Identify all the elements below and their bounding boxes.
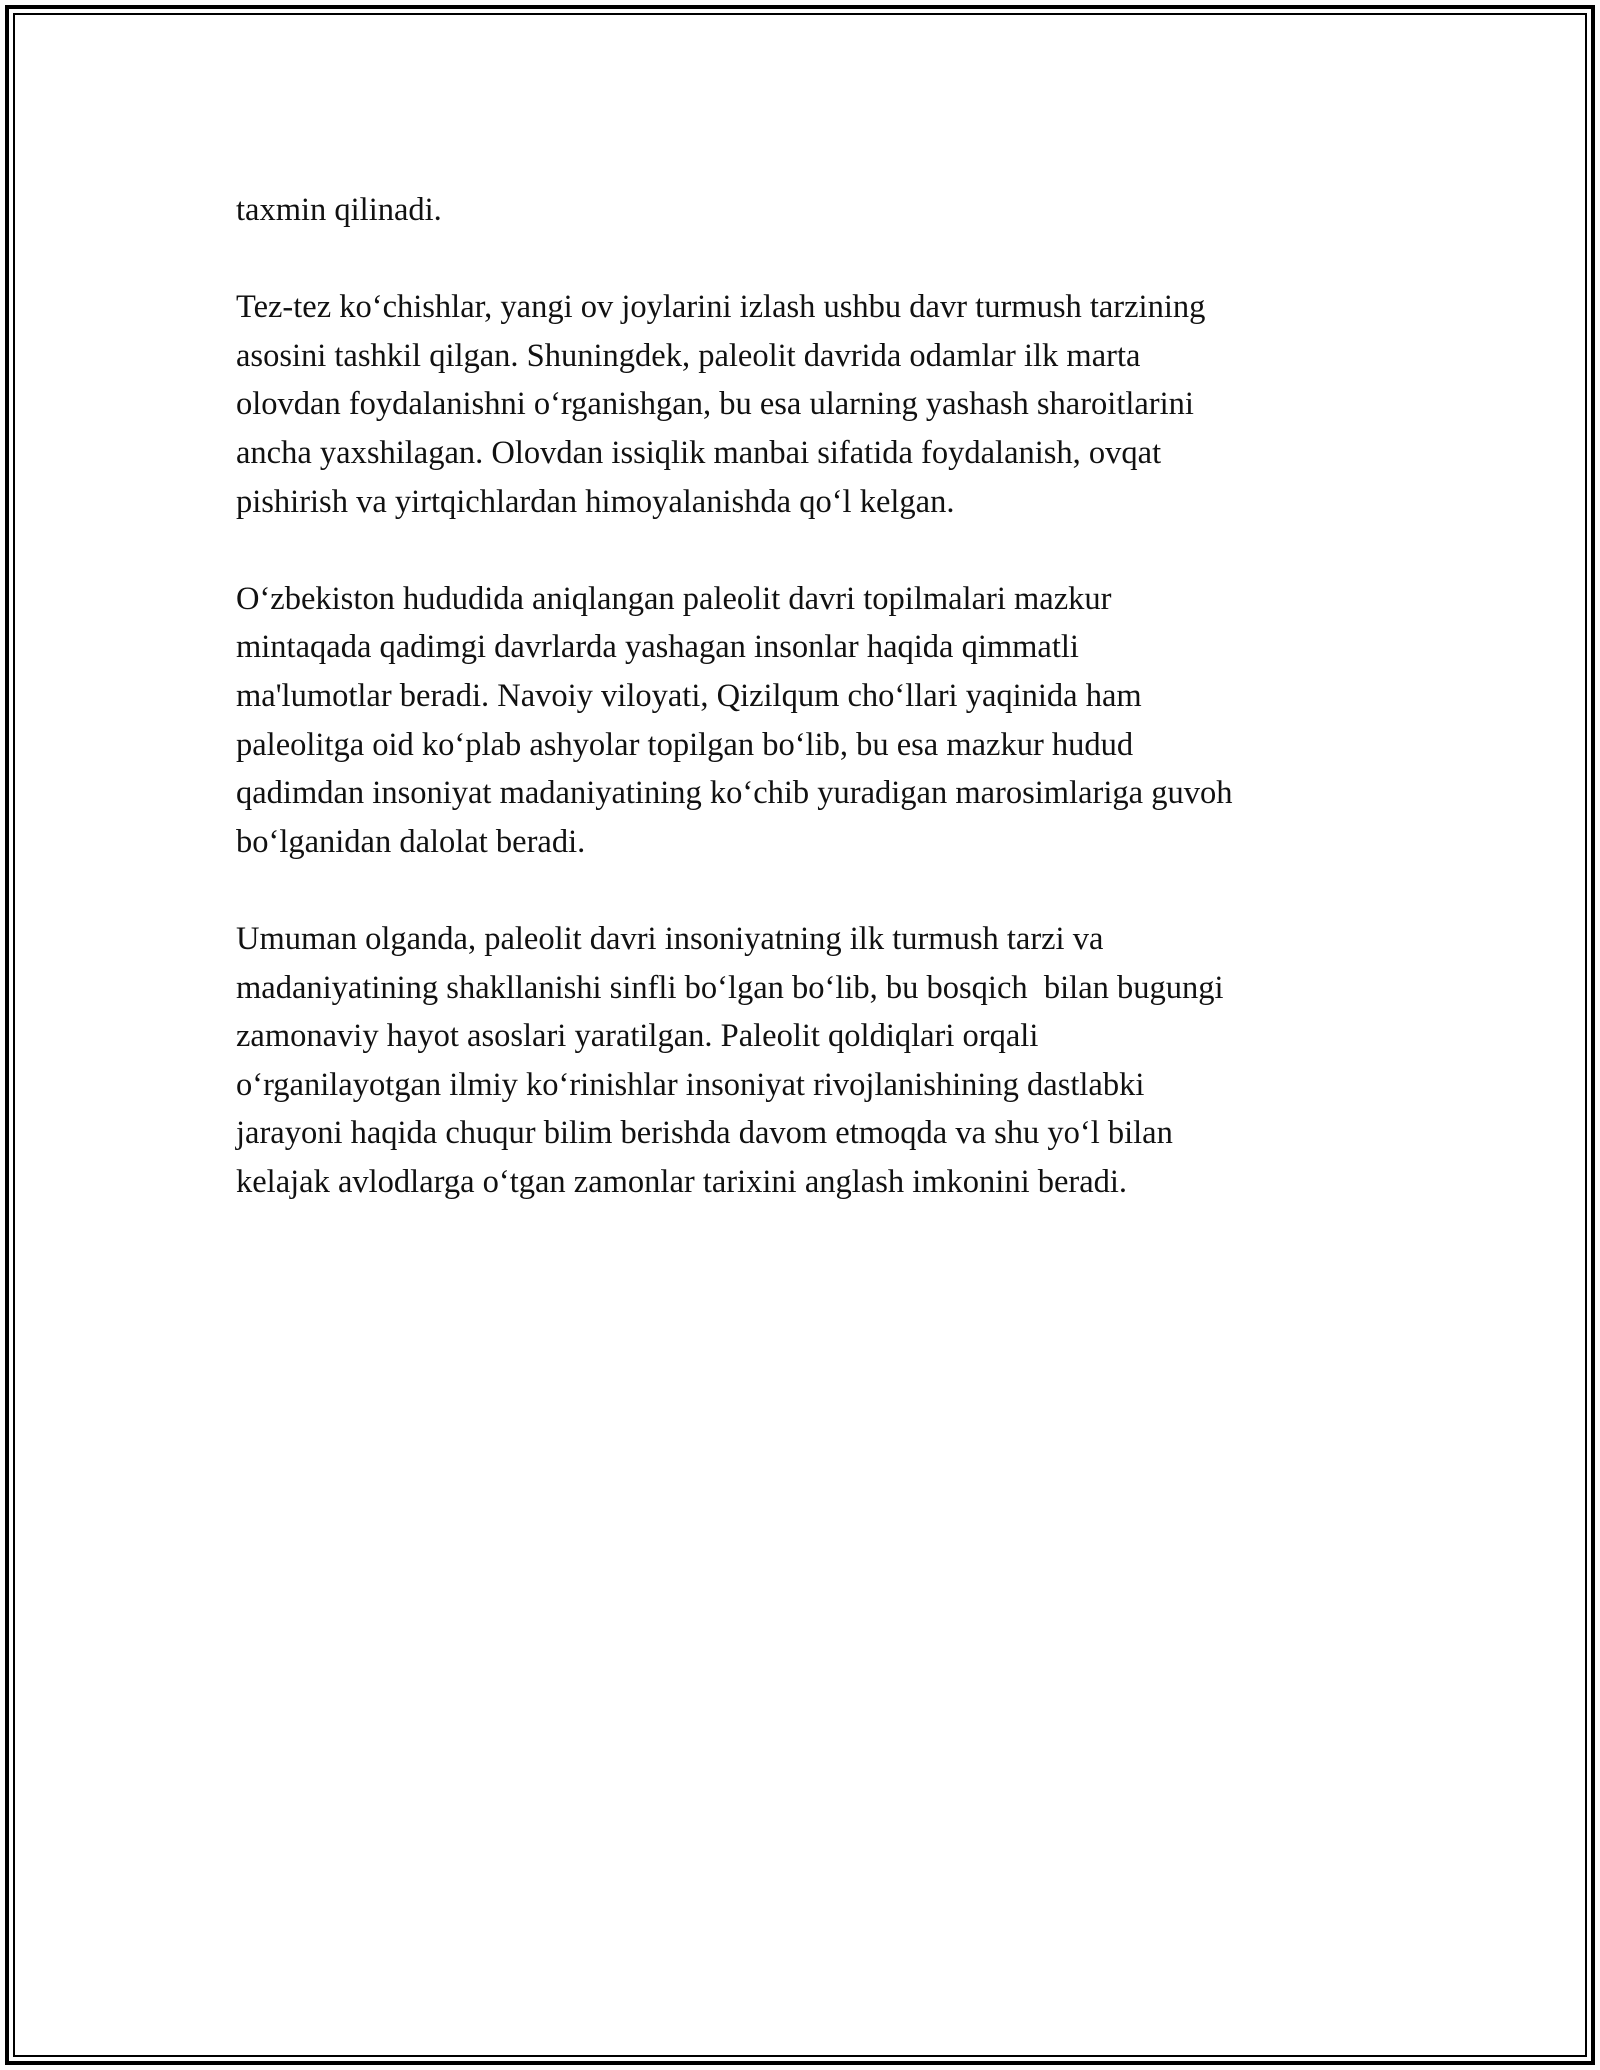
paragraph-2 [236, 283, 1376, 526]
text-line: madaniyatining shakllanishi sinfli bo‘lgan bo‘lib, bu bosqich bilan bugungi [236, 969, 1224, 1006]
text-line: olovdan foydalanishni o‘rganishgan, bu esa ularning yashash sharoitlarini [236, 386, 1194, 423]
text-line: mintaqada qadimgi davrlarda yashagan insonlar haqida qimmatli [236, 629, 1079, 666]
text-line: jarayoni haqida chuqur bilim berishda davom etmoqda va shu yo‘l bilan [236, 1115, 1173, 1152]
document-body [236, 186, 1376, 1255]
text-line: Umuman olganda, paleolit davri insoniyatning ilk turmush tarzi va [236, 920, 1104, 957]
text-line: taxmin qilinadi. [236, 192, 442, 228]
paragraph-1 [236, 186, 1376, 235]
text-line: asosini tashkil qilgan. Shuningdek, paleolit davrida odamlar ilk marta [236, 337, 1141, 374]
text-line: qadimdan insoniyat madaniyatining ko‘chib yuradigan marosimlariga guvoh [236, 775, 1233, 812]
text-line: kelajak avlodlarga o‘tgan zamonlar tarixini anglash imkonini beradi. [236, 1163, 1128, 1200]
text-line: Tez-tez ko‘chishlar, yangi ov joylarini izlash ushbu davr turmush tarzining [236, 289, 1206, 326]
paragraph-3 [236, 575, 1376, 867]
text-line: o‘rganilayotgan ilmiy ko‘rinishlar insoniyat rivojlanishining dastlabki [236, 1066, 1145, 1103]
text-line: bo‘lganidan dalolat beradi. [236, 823, 586, 860]
text-line: O‘zbekiston hududida aniqlangan paleolit davri topilmalari mazkur [236, 580, 1112, 617]
text-line: paleolitga oid ko‘plab ashyolar topilgan bo‘lib, bu esa mazkur hudud [236, 726, 1134, 763]
text-line: pishirish va yirtqichlardan himoyalanishda qo‘l kelgan. [236, 483, 955, 520]
text-line: ma'lumotlar beradi. Navoiy viloyati, Qizilqum cho‘llari yaqinida ham [236, 677, 1142, 714]
text-line: ancha yaxshilagan. Olovdan issiqlik manbai sifatida foydalanish, ovqat [236, 434, 1162, 471]
paragraph-4 [236, 915, 1376, 1207]
text-line: zamonaviy hayot asoslari yaratilgan. Paleolit qoldiqlari orqali [236, 1018, 1039, 1055]
